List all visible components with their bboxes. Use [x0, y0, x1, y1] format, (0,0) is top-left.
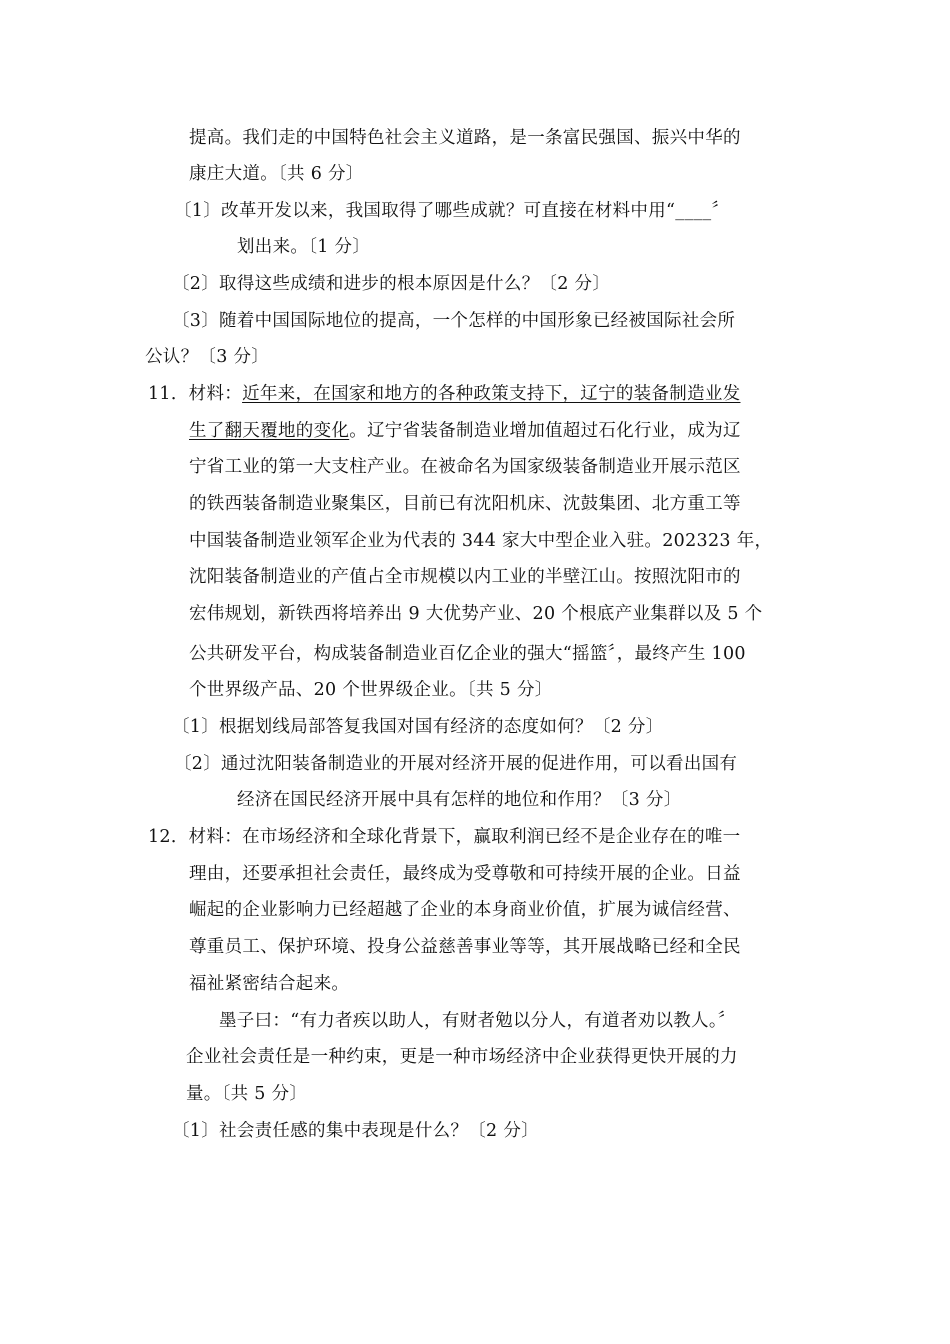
- q12-material-line: 崛起的企业影响力已经超越了企业的本身商业价值，扩展为诚信经营、: [189, 900, 741, 920]
- q10-subquestion-2: 〔2〕取得这些成绩和进步的根本原因是什么？〔2 分〕: [172, 274, 611, 294]
- q12-quote: 墨子曰：“有力者疾以助人，有财者勉以分人，有道者劝以教人。〞: [219, 1011, 736, 1031]
- q11-material-line: 宏伟规划，新铁西将培养出 9 大优势产业、20 个根底产业集群以及 5 个: [189, 604, 763, 624]
- q11-material-line: 公共研发平台，构成装备制造业百亿企业的强大“摇篮〞，最终产生 100: [189, 644, 746, 664]
- q11-material-line: 个世界级产品、20 个世界级企业。〔共 5 分〕: [189, 680, 553, 700]
- q12-quote-line: 企业社会责任是一种约束，更是一种市场经济中企业获得更快开展的力: [186, 1047, 738, 1067]
- q12-material-line: 福祉紧密结合起来。: [189, 974, 350, 994]
- q12-quote-line: 量。〔共 5 分〕: [186, 1084, 308, 1104]
- q11-line-rest: 。辽宁省装备制造业增加值超过石化行业，成为辽: [349, 421, 741, 441]
- q10-material-line: 康庄大道。〔共 6 分〕: [189, 164, 364, 184]
- q11-material-line: 宁省工业的第一大支柱产业。在被命名为国家级装备制造业开展示范区: [189, 457, 741, 477]
- q10-subquestion-3-cont: 公认？〔3 分〕: [145, 347, 270, 367]
- q11-first-line: [148, 382, 740, 406]
- q11-underlined-text: 生了翻天覆地的变化: [189, 421, 350, 441]
- q11-second-line: [189, 419, 741, 443]
- q12-material-line: 理由，还要承担社会责任，最终成为受尊敬和可持续开展的企业。日益: [189, 864, 741, 884]
- q11-material-line: 的铁西装备制造业聚集区，目前已有沈阳机床、沈鼓集团、北方重工等: [189, 494, 741, 514]
- q11-subquestion-2-cont: 经济在国民经济开展中具有怎样的地位和作用？〔3 分〕: [237, 790, 682, 810]
- q11-label: 材料：: [188, 384, 243, 404]
- q10-material-line: 提高。我们走的中国特色社会主义道路，是一条富民强国、振兴中华的: [189, 128, 741, 148]
- q10-subquestion-3: 〔3〕随着中国国际地位的提高，一个怎样的中国形象已经被国际社会所: [172, 311, 736, 331]
- q11-underlined-text: 近年来，在国家和地方的各种政策支持下，辽宁的装备制造业发: [242, 384, 741, 404]
- q11-subquestion-1: 〔1〕根据划线局部答复我国对国有经济的态度如何？〔2 分〕: [172, 717, 664, 737]
- q11-material-line: 中国装备制造业领军企业为代表的 344 家大中型企业入驻。202323 年，: [189, 531, 773, 551]
- q12-material-line: 尊重员工、保护环境、投身公益慈善事业等等，其开展战略已经和全民: [189, 937, 741, 957]
- q12-first-line: [148, 825, 740, 849]
- q12-material-start: 材料：在市场经济和全球化背景下，赢取利润已经不是企业存在的唯一: [188, 827, 741, 847]
- q10-subquestion-1: 〔1〕改革开发以来，我国取得了哪些成就？可直接在材料中用“____〞: [174, 201, 730, 221]
- q11-material-line: 沈阳装备制造业的产值占全市规模以内工业的半壁江山。按照沈阳市的: [189, 567, 741, 587]
- q11-subquestion-2: 〔2〕通过沈阳装备制造业的开展对经济开展的促进作用，可以看出国有: [174, 754, 738, 774]
- q12-subquestion-1: 〔1〕社会责任感的集中表现是什么？〔2 分〕: [172, 1121, 539, 1141]
- q10-subquestion-1-cont: 划出来。〔1 分〕: [237, 237, 371, 257]
- q11-number: 11．: [148, 384, 189, 404]
- q12-number: 12．: [148, 827, 189, 847]
